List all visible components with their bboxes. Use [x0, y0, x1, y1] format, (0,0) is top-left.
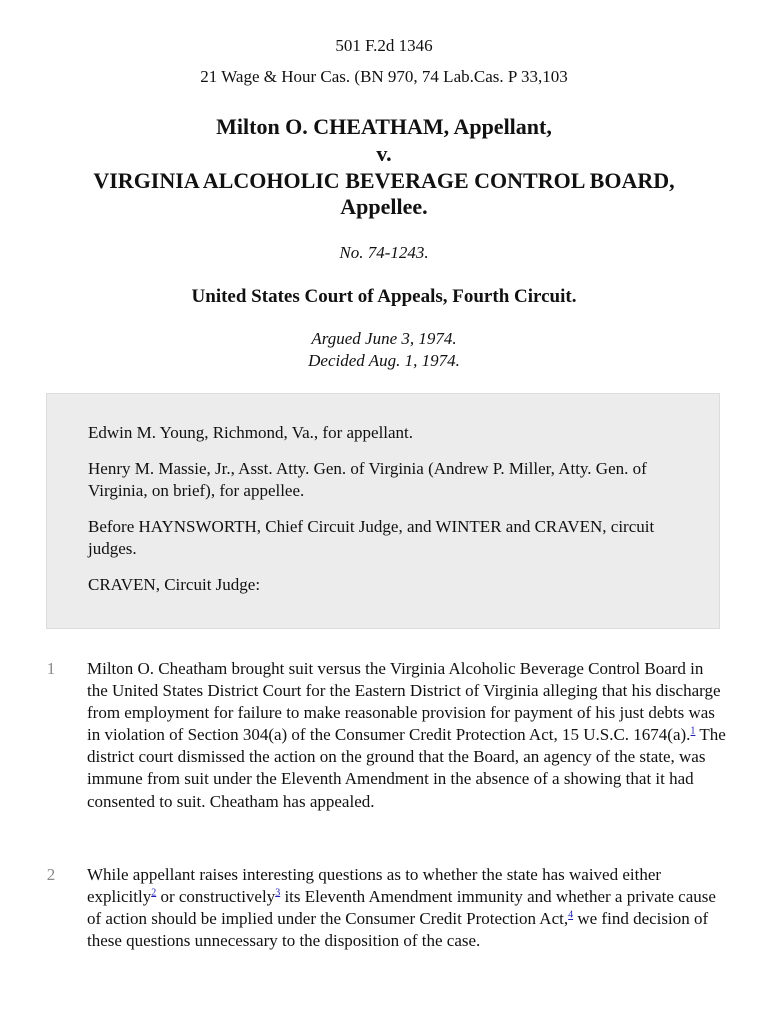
paragraph-text-part: The district court dismissed the action on the ground that the Board, an agency of the state, was immune from suit under the Eleventh Amendment in the absence of a showing that it had consented to suit. Cheatham has appealed.	[87, 725, 726, 811]
appellee-role: Appellee.	[340, 194, 428, 220]
paragraph-number: 1	[46, 659, 56, 678]
case-dates	[0, 328, 768, 372]
appellant-name: Milton O. CHEATHAM, Appellant,	[216, 114, 552, 139]
counsel-appellee: Henry M. Massie, Jr., Asst. Atty. Gen. of Virginia (Andrew P. Miller, Atty. Gen. of Virginia, on brief), for appellee.	[88, 459, 647, 501]
footnote-link[interactable]: 2	[151, 887, 157, 899]
parallel-citations: 21 Wage & Hour Cas. (BN 970, 74 Lab.Cas. P 33,103	[200, 67, 568, 86]
versus-label: v.	[376, 140, 392, 166]
case-caption	[0, 114, 768, 221]
footnote-link[interactable]: 4	[568, 909, 574, 921]
paragraph-text-part: we find decision of these questions unnecessary to the disposition of the case.	[87, 909, 709, 951]
opinion-author: CRAVEN, Circuit Judge:	[88, 575, 261, 595]
paragraph-text	[87, 658, 727, 813]
judge-panel: Before HAYNSWORTH, Chief Circuit Judge, and WINTER and CRAVEN, circuit judges.	[88, 517, 655, 559]
appellee-name: VIRGINIA ALCOHOLIC BEVERAGE CONTROL BOARD,	[93, 167, 675, 193]
paragraph-text	[87, 864, 727, 952]
court-name: United States Court of Appeals, Fourth Circuit.	[191, 286, 577, 307]
paragraph-text-part: While appellant raises interesting questions as to whether the state has waived either explicitly	[87, 865, 662, 907]
counsel-panel	[46, 393, 720, 629]
reporter-citation: 501 F.2d 1346	[335, 36, 433, 55]
paragraph-text-part: Milton O. Cheatham brought suit versus the Virginia Alcoholic Beverage Control Board in the United States District Court for the Eastern District of Virginia alleging that his discharge from employment for failure to make reasonable provision for payment of his just debts was in violation of Section 304(a) of the Consumer Credit Protection Act, 15 U.S.C. 1674(a).	[87, 659, 721, 745]
paragraph-number: 2	[46, 865, 56, 884]
decided-date: Decided Aug. 1, 1974.	[308, 351, 460, 371]
counsel-appellant: Edwin M. Young, Richmond, Va., for appellant.	[88, 423, 414, 442]
argued-date: Argued June 3, 1974.	[311, 329, 457, 348]
paragraph-text-part: its Eleventh Amendment immunity and whether a private cause of action should be implied under the Consumer Credit Protection Act,	[87, 887, 716, 929]
paragraph-text-part: or constructively	[156, 887, 276, 907]
footnote-link[interactable]: 1	[690, 725, 696, 737]
footnote-link[interactable]: 3	[275, 887, 281, 899]
docket-number: No. 74-1243.	[339, 243, 429, 262]
